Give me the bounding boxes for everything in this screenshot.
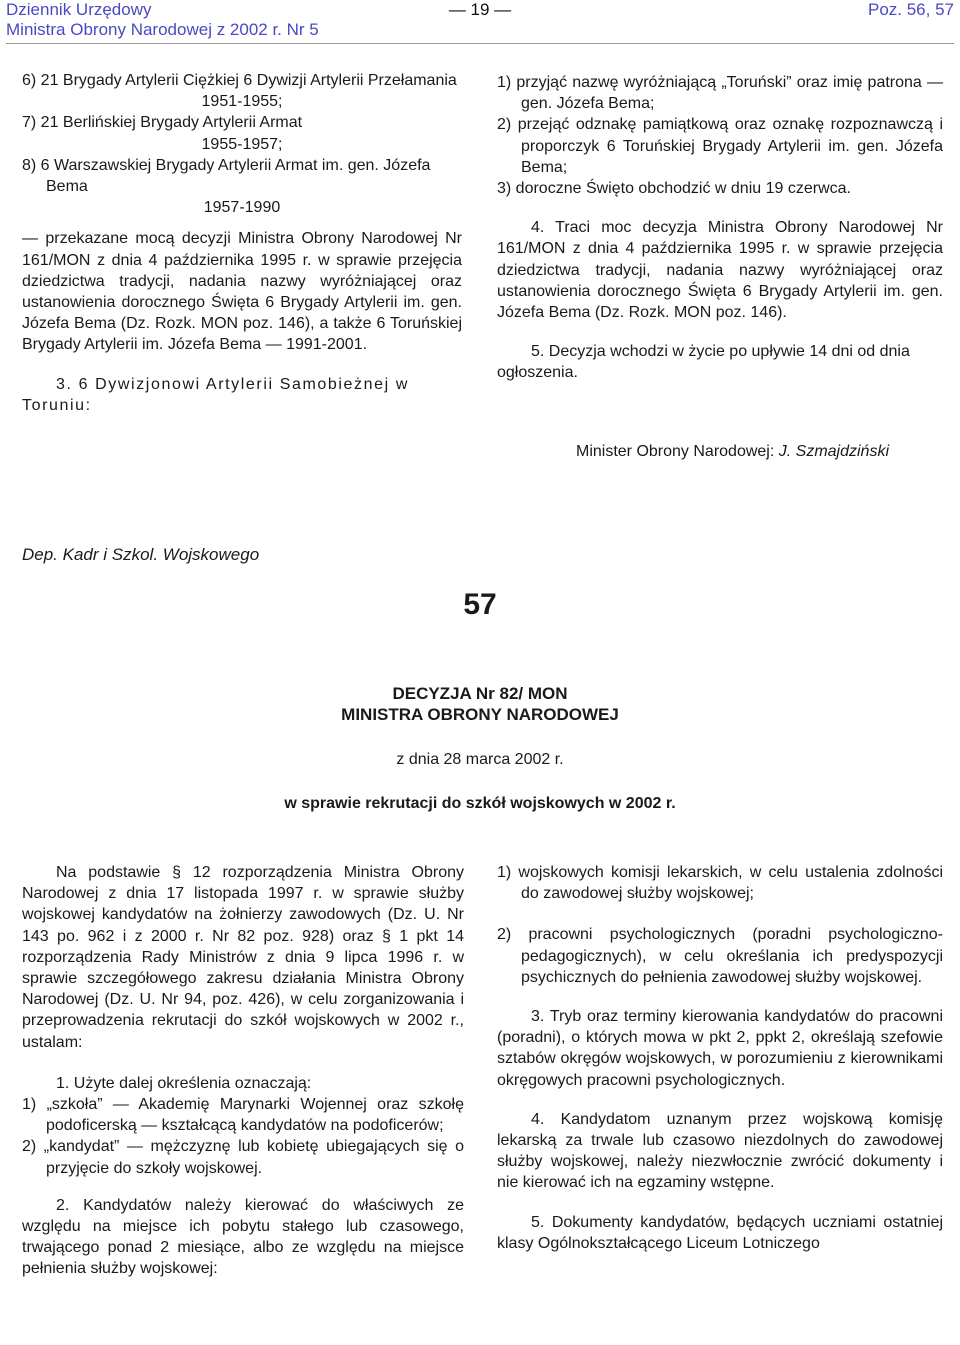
position-number: 57 <box>463 588 497 621</box>
list-item: 6) 21 Brygady Artylerii Ciężkiej 6 Dywizji Artylerii Przełamania <box>22 72 457 89</box>
page-header <box>0 0 960 46</box>
list-item: 2) „kandydat” — mężczyznę lub kobietę ubiegających się o przyjęcie do szkoły wojskowej. <box>22 1138 464 1177</box>
decision-title-line1: DECYZJA Nr 82/ MON <box>392 684 568 703</box>
top-left-column <box>22 70 462 416</box>
decision-date: z dnia 28 marca 2002 r. <box>396 751 564 768</box>
paragraph: — przekazane mocą decyzji Ministra Obrony Narodowej Nr 161/MON z dnia 4 października 1995 r. w sprawie przejęcia dziedzictwa tradycji, nadania nazwy wyróżniającej oraz ustanowienia dorocznego Święta 6 Brygady Artylerii im. gen. Józefa Bema (Dz. Rozk. MON poz. 146), a także 6 Toruńskiej Brygady Artylerii im. Józefa Bema — 1991-2001. <box>22 230 462 354</box>
bottom-left-column <box>22 862 464 1280</box>
list-item: 2) przejąć odznakę pamiątkową oraz oznakę rozpoznawczą i proporczyk 6 Toruńskiej Brygady Artylerii im. gen. Józefa Bema; <box>497 116 943 176</box>
top-right-column <box>497 72 943 384</box>
list-item: 8) 6 Warszawskiej Brygady Artylerii Armat im. gen. Józefa Bema <box>22 156 431 196</box>
paragraph: 4. Kandydatom uznanym przez wojskową komisję lekarską za trwale lub czasowo niezdolnych do zawodowej służby wojskowej, należy niezwłocznie zwrócić dokumenty i nie kierować ich na egzaminy wstępne. <box>497 1110 943 1192</box>
page-number: — 19 — <box>448 0 512 19</box>
list-item-years: 1951-1955; <box>201 93 283 111</box>
list-item: 7) 21 Berlińskiej Brygady Artylerii Armat <box>22 114 303 132</box>
journal-title: Dziennik Urzędowy <box>6 0 152 19</box>
decision-subject: w sprawie rekrutacji do szkół wojskowych w 2002 r. <box>284 795 676 812</box>
signature-label: Minister Obrony Narodowej: <box>576 443 775 460</box>
list-item: 1) „szkoła” — Akademię Marynarki Wojennej oraz szkołę podoficerską — kształcącą kandydatów na podoficerów; <box>22 1096 464 1135</box>
journal-issuer: Ministra Obrony Narodowej z 2002 r. Nr 5 <box>6 20 319 39</box>
signature <box>576 441 889 462</box>
positions: Poz. 56, 57 <box>867 0 954 19</box>
paragraph: 4. Traci moc decyzja Ministra Obrony Narodowej Nr 161/MON z dnia 4 października 1995 r. w sprawie przejęcia dziedzictwa tradycji, nadania nazwy wyróżniającej oraz ustanowienia dorocznego Święta 6 Brygady Artylerii im. gen. Józefa Bema (Dz. Rozk. MON poz. 146). <box>497 219 943 322</box>
decision-title-line2: MINISTRA OBRONY NARODOWEJ <box>341 705 619 724</box>
preamble: Na podstawie § 12 rozporządzenia Ministra Obrony Narodowej z dnia 17 listopada 1997 r. w sprawie służby wojskowej kandydatów na żołnierzy zawodowych (Dz. U. Nr 143 po. 962 i z 2000 r. Nr 82 poz. 928) oraz § 1 pkt 14 rozporządzenia Rady Ministrów z dnia 9 lipca 1996 r. w sprawie szczegółowego zakresu działania Ministra Obrony Narodowej (Dz. U. Nr 94, poz. 426), w celu zorganizowania i przeprowadzenia rekrutacji do szkół wojskowych w 2002 r., ustalam: <box>22 864 464 1051</box>
list-item-years: 1957-1990 <box>203 199 281 217</box>
header-divider <box>6 43 954 44</box>
paragraph: 5. Decyzja wchodzi w życie po upływie 14 dni od dnia ogłoszenia. <box>497 343 910 382</box>
list-item: 3) doroczne Święto obchodzić w dniu 19 czerwca. <box>497 180 851 198</box>
list-item: 1) wojskowych komisji lekarskich, w celu ustalenia zdolności do zawodowej służby wojskowej; <box>497 864 943 903</box>
department: Dep. Kadr i Szkol. Wojskowego <box>22 545 260 564</box>
bottom-right-column <box>497 862 943 1254</box>
signature-name: J. Szmajdziński <box>778 443 889 460</box>
paragraph: 5. Dokumenty kandydatów, będących uczniami ostatniej klasy Ogólnokształcącego Liceum Lotniczego <box>497 1213 943 1252</box>
section-heading: 3. 6 Dywizjonowi Artylerii Samobieżnej w Toruniu: <box>22 375 409 414</box>
paragraph: 1. Użyte dalej określenia oznaczają: <box>56 1074 312 1092</box>
list-item: 2) pracowni psychologicznych (poradni psychologiczno-pedagogicznych), w celu określania ich predyspozycji psychicznych do pełnienia zawodowej służby wojskowej. <box>497 926 943 986</box>
decision-title <box>0 683 960 725</box>
paragraph: 2. Kandydatów należy kierować do właściwych ze względu na miejsce ich pobytu stałego lub czasowego, trwającego ponad 2 miesiące, albo ze względu na miejsce pełnienia służby wojskowej: <box>22 1196 464 1278</box>
list-item-years: 1955-1957; <box>201 135 283 153</box>
paragraph: 3. Tryb oraz terminy kierowania kandydatów do pracowni (poradni), o których mowa w pkt 2, ppkt 2, określają szefowie sztabów okręgów wojskowych, w porozumieniu z kierownikami okręgowych pracowni psychologicznych. <box>497 1008 943 1089</box>
list-item: 1) przyjąć nazwę wyróżniającą „Toruński” oraz imię patrona — gen. Józefa Bema; <box>497 74 943 113</box>
